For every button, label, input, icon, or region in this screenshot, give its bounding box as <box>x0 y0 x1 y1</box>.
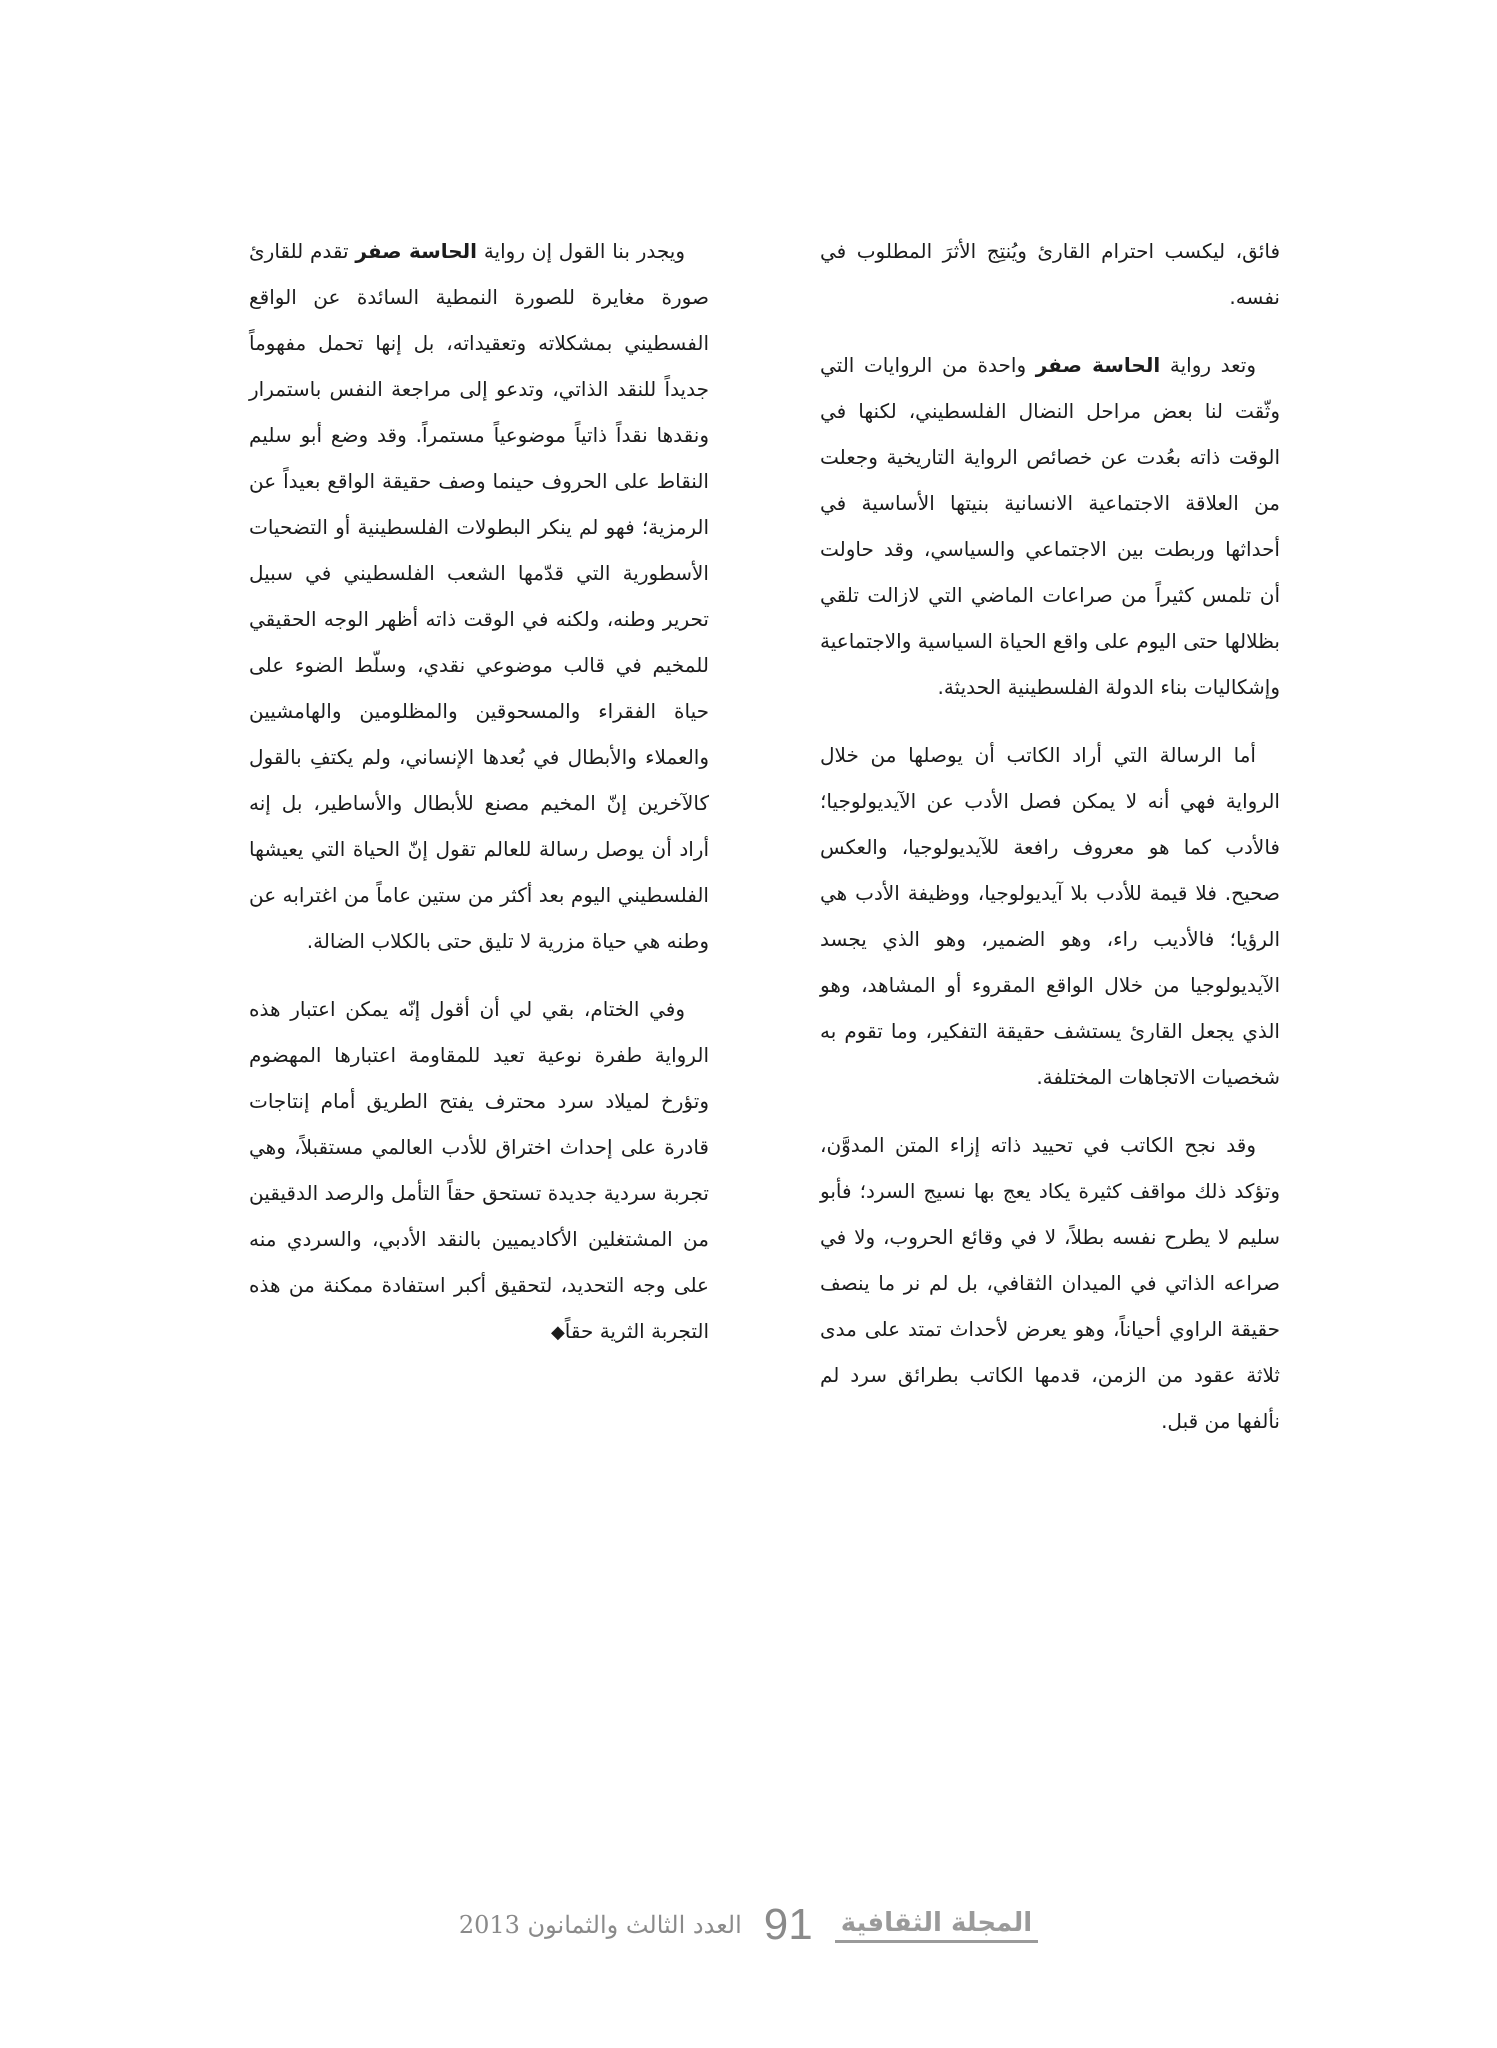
novel-title: الحاسة صفر <box>1035 353 1161 377</box>
left-text-column <box>249 228 709 1378</box>
magazine-name: المجلة الثقافية <box>835 1908 1038 1943</box>
paragraph <box>249 228 709 964</box>
issue-label: العدد الثالث والثمانون 2013 <box>458 1911 742 1939</box>
paragraph <box>249 986 709 1356</box>
paragraph-text: وتعد رواية <box>1160 353 1256 377</box>
right-text-column <box>820 228 1280 1466</box>
paragraph-text: وفي الختام، بقي لي أن أقول إنّه يمكن اعتبار هذه الرواية طفرة نوعية تعيد للمقاومة اعتبارها المهضوم وتؤرخ لميلاد سرد محترف يفتح الطريق أمام إنتاجات قادرة على إحداث اختراق للأدب العالمي مستقبلاً، وهي تجربة سردية جديدة تستحق حقاً التأمل والرصد الدقيقين من المشتغلين الأكاديميين بالنقد الأدبي، والسردي منه على وجه التحديد، لتحقيق أكبر استفادة ممكنة من هذه التجربة الثرية حقاً <box>249 997 709 1343</box>
page-footer <box>0 1895 1497 1955</box>
novel-title: الحاسة صفر <box>355 239 478 263</box>
paragraph: وقد نجح الكاتب في تحييد ذاته إزاء المتن المدوَّن، وتؤكد ذلك مواقف كثيرة يكاد يعج بها نسيج السرد؛ فأبو سليم لا يطرح نفسه بطلاً، لا في وقائع الحروب، ولا في صراعه الذاتي في الميدان الثقافي، بل لم نر ما ينصف حقيقة الراوي أحياناً، وهو يعرض لأحداث تمتد على مدى ثلاثة عقود من الزمن، قدمها الكاتب بطرائق سرد لم نألفها من قبل. <box>820 1133 1280 1433</box>
paragraph: أما الرسالة التي أراد الكاتب أن يوصلها من خلال الرواية فهي أنه لا يمكن فصل الأدب عن الآيديولوجيا؛ فالأدب كما هو معروف رافعة للآيديولوجيا، والعكس صحيح. فلا قيمة للأدب بلا آيديولوجيا، ووظيفة الأدب هي الرؤيا؛ فالأديب راء، وهو الضمير، وهو الذي يجسد الآيديولوجيا من خلال الواقع المقروء أو المشاهد، وهو الذي يجعل القارئ يستشف حقيقة التفكير، وما تقوم به شخصيات الاتجاهات المختلفة. <box>820 743 1280 1089</box>
end-of-article-mark: ◆ <box>550 1322 565 1343</box>
paragraph-text: تقدم للقارئ صورة مغايرة للصورة النمطية السائدة عن الواقع الفسطيني بمشكلاته وتعقيداته، بل إنها تحمل مفهوماً جديداً للنقد الذاتي، وتدعو إلى مراجعة النفس باستمرار ونقدها نقداً ذاتياً موضوعياً مستمراً. وقد وضع أبو سليم النقاط على الحروف حينما وصف حقيقة الواقع بعيداً عن الرمزية؛ فهو لم ينكر البطولات الفلسطينية أو التضحيات الأسطورية التي قدّمها الشعب الفلسطيني في سبيل تحرير وطنه، ولكنه في الوقت ذاته أظهر الوجه الحقيقي للمخيم في قالب موضوعي نقدي، وسلّط الضوء على حياة الفقراء والمسحوقين والمظلومين والهامشيين والعملاء والأبطال في بُعدها الإنساني، ولم يكتفِ بالقول كالآخرين إنّ المخيم مصنع للأبطال والأساطير، بل إنه أراد أن يوصل رسالة للعالم تقول إنّ الحياة التي يعيشها الفلسطيني اليوم بعد أكثر من ستين عاماً من اغترابه عن وطنه هي حياة مزرية لا تليق حتى بالكلاب الضالة. <box>249 239 709 953</box>
paragraph: فائق، ليكسب احترام القارئ ويُنتِج الأثرَ المطلوب في نفسه. <box>820 239 1280 309</box>
paragraph-text: ويجدر بنا القول إن رواية <box>477 239 685 263</box>
paragraph <box>820 342 1280 710</box>
page-number: 91 <box>763 1900 813 1949</box>
paragraph-text: واحدة من الروايات التي وثّقت لنا بعض مراحل النضال الفلسطيني، لكنها في الوقت ذاته بعُدت عن خصائص الرواية التاريخية وجعلت من العلاقة الاجتماعية الانسانية بنيتها الأساسية في أحداثها وربطت بين الاجتماعي والسياسي، وقد حاولت أن تلمس كثيراً من صراعات الماضي التي لازالت تلقي بظلالها حتى اليوم على واقع الحياة السياسية والاجتماعية وإشكاليات بناء الدولة الفلسطينية الحديثة. <box>820 353 1280 699</box>
